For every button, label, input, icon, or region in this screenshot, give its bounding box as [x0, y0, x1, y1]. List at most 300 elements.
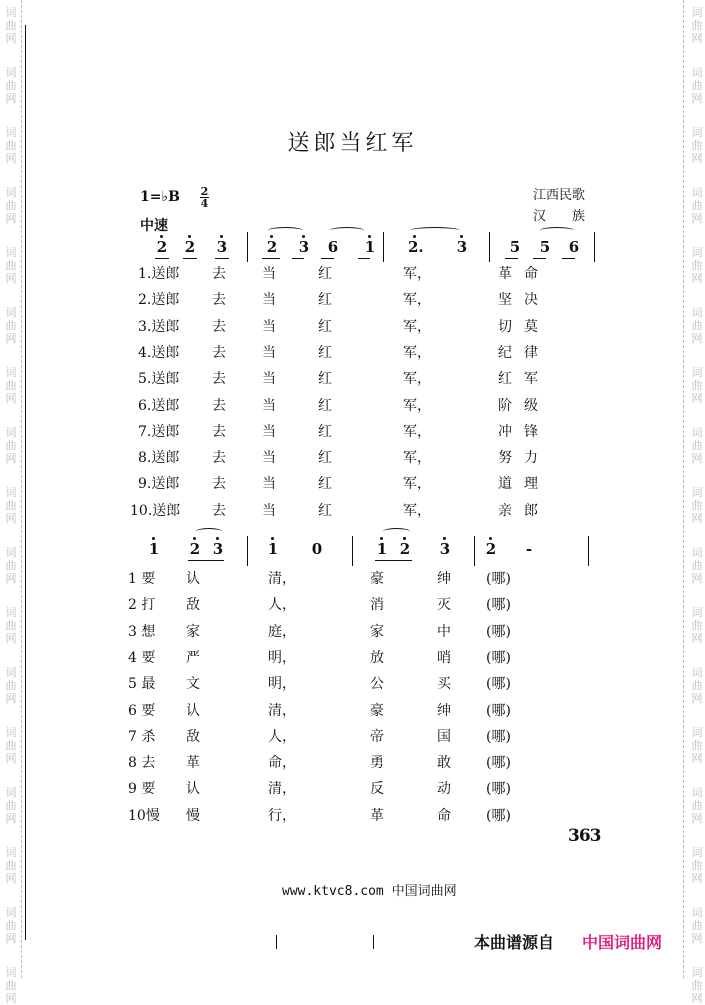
side-watermark-char: 网	[5, 32, 17, 45]
lyric-syllable: 去	[212, 318, 226, 335]
side-watermark-char: 词	[5, 906, 17, 919]
side-watermark-char: 曲	[691, 559, 703, 572]
side-watermark-char: 曲	[5, 799, 17, 812]
side-watermark-char: 网	[691, 332, 703, 345]
side-watermark-char: 网	[5, 572, 17, 585]
lyric-syllable: 7.送郎	[138, 423, 180, 440]
lyric-syllable: 切莫	[498, 318, 550, 335]
underline	[292, 258, 304, 259]
side-watermark-char: 网	[5, 752, 17, 765]
lyric-syllable: 军，	[403, 292, 431, 309]
lyric-syllable: 去	[212, 344, 226, 361]
bar-line	[383, 232, 384, 262]
note: 6	[327, 238, 339, 256]
lyric-syllable: 红	[318, 371, 332, 388]
lyric-syllable: 去	[212, 502, 226, 519]
bar-line	[247, 232, 248, 262]
bar-line	[247, 536, 248, 566]
side-watermark-char: 曲	[5, 199, 17, 212]
lyric-syllable: 当	[262, 344, 276, 361]
lyric-syllable: 冲锋	[498, 423, 550, 440]
lyric-syllable: 文	[186, 676, 200, 693]
bar-line	[594, 232, 595, 262]
side-watermark-text	[4, 546, 18, 585]
side-watermark-text	[4, 6, 18, 45]
side-watermark-text	[4, 846, 18, 885]
overlay-watermark	[282, 880, 457, 899]
side-watermark-char: 曲	[5, 559, 17, 572]
side-watermark-char: 词	[691, 906, 703, 919]
side-watermark-text	[4, 666, 18, 705]
note: 3	[439, 540, 451, 558]
lyric-syllable: 9.送郎	[138, 476, 180, 493]
lyric-syllable: 5.送郎	[138, 371, 180, 388]
side-watermark-text	[4, 66, 18, 105]
note: 1	[148, 540, 160, 558]
side-watermark-char: 网	[691, 392, 703, 405]
lyric-syllable: 军，	[403, 397, 431, 414]
lyric-syllable: 革	[370, 807, 384, 824]
side-watermark-text	[4, 726, 18, 765]
slur	[540, 227, 574, 234]
time-signature	[200, 186, 209, 209]
side-watermark-char: 词	[691, 186, 703, 199]
note: -	[525, 540, 533, 558]
side-watermark-char: 词	[691, 546, 703, 559]
lyric-syllable: 革命	[498, 266, 550, 282]
side-watermark-char: 网	[5, 152, 17, 165]
song-title: 送郎当红军	[287, 131, 418, 156]
lyric-syllable: 买	[437, 676, 451, 693]
side-watermark-char: 网	[5, 392, 17, 405]
lyric-syllable: 道理	[498, 476, 550, 493]
slur	[383, 528, 410, 535]
lyric-syllable: 军，	[403, 423, 431, 440]
side-watermark-char: 曲	[5, 679, 17, 692]
lyric-syllable: 命，	[268, 755, 296, 772]
lyric-syllable: 国	[437, 728, 451, 745]
side-watermark-char: 词	[691, 306, 703, 319]
side-watermark-char: 曲	[691, 199, 703, 212]
side-watermark-char: 网	[5, 272, 17, 285]
note: 3	[216, 238, 228, 256]
lyric-syllable: 9 要	[128, 781, 156, 798]
bar-line	[352, 536, 353, 566]
side-watermark-char: 网	[5, 812, 17, 825]
side-watermark-text	[690, 966, 704, 1005]
lyric-syllable: 亲郎	[498, 502, 550, 519]
side-watermark-char: 网	[691, 932, 703, 945]
lyric-syllable: 革	[186, 755, 200, 772]
side-watermark-char: 曲	[691, 439, 703, 452]
side-watermark-char: 网	[691, 272, 703, 285]
lyric-syllable: 1.送郎	[138, 266, 180, 282]
side-watermark-char: 词	[5, 186, 17, 199]
lyric-syllable: 灭	[437, 597, 451, 614]
lyric-syllable: 中	[437, 623, 451, 640]
bar-line	[474, 536, 475, 566]
underline	[183, 258, 197, 259]
lyric-syllable: 红	[318, 476, 332, 493]
high-octave-dot	[413, 235, 416, 238]
slur	[330, 227, 364, 234]
note: 5	[509, 238, 521, 256]
lyric-syllable: 认	[186, 781, 200, 798]
lyric-syllable: 军，	[403, 318, 431, 335]
lyric-syllable: 当	[262, 292, 276, 309]
lyric-syllable: 红	[318, 397, 332, 414]
side-watermark-char: 词	[691, 726, 703, 739]
lyric-syllable: 慢	[186, 807, 200, 824]
side-watermark-char: 曲	[691, 679, 703, 692]
lyric-syllable: 红	[318, 318, 332, 335]
tempo-marking: 中速	[140, 218, 168, 234]
side-watermark-text	[4, 786, 18, 825]
side-watermark-text	[4, 366, 18, 405]
high-octave-dot	[270, 235, 273, 238]
underline	[155, 258, 169, 259]
side-watermark-char: 词	[5, 846, 17, 859]
note: 3	[212, 540, 224, 558]
high-octave-dot	[368, 235, 371, 238]
lyric-syllable: 命	[437, 807, 451, 824]
side-watermark-text	[690, 786, 704, 825]
side-watermark-char: 网	[691, 872, 703, 885]
side-watermark-char: 曲	[691, 79, 703, 92]
side-watermark-char: 词	[5, 606, 17, 619]
note: 3	[456, 238, 468, 256]
lyric-syllable: 3 想	[128, 623, 156, 640]
lyric-syllable: 2 打	[128, 597, 156, 614]
lyric-syllable: 去	[212, 371, 226, 388]
lyric-syllable: 去	[212, 476, 226, 493]
origin-ethnicity: 汉 族	[533, 209, 586, 224]
side-watermark-char: 网	[5, 212, 17, 225]
side-watermark-char: 曲	[691, 319, 703, 332]
underline	[562, 258, 575, 259]
high-octave-dot	[160, 235, 163, 238]
lyric-syllable: 当	[262, 397, 276, 414]
side-watermark-char: 曲	[691, 259, 703, 272]
side-watermark-char: 曲	[691, 979, 703, 992]
side-watermark-char: 词	[5, 66, 17, 79]
lyric-syllable: 军，	[403, 502, 431, 519]
lyric-syllable: 认	[186, 702, 200, 719]
side-watermark-char: 词	[5, 366, 17, 379]
lyric-syllable: 军，	[403, 371, 431, 388]
lyric-syllable: 当	[262, 450, 276, 467]
side-watermark-char: 网	[691, 752, 703, 765]
lyric-syllable: (哪)	[486, 755, 511, 772]
underline	[358, 258, 370, 259]
bar-line	[588, 536, 589, 566]
lyric-syllable: (哪)	[486, 728, 511, 745]
side-watermark-char: 网	[691, 92, 703, 105]
lyric-syllable: 红	[318, 292, 332, 309]
lyric-syllable: 反	[370, 781, 384, 798]
side-watermark-text	[690, 246, 704, 285]
side-watermark-text	[690, 66, 704, 105]
underline	[321, 258, 334, 259]
side-watermark-text	[4, 966, 18, 1005]
high-octave-dot	[403, 537, 406, 540]
lyric-syllable: (哪)	[486, 623, 511, 640]
side-watermark-char: 曲	[5, 139, 17, 152]
note: 1	[267, 540, 279, 558]
note: 2	[189, 540, 201, 558]
side-watermark-text	[4, 306, 18, 345]
lyric-syllable: 哨	[437, 649, 451, 666]
time-top: 2	[200, 185, 209, 198]
side-watermark-text	[690, 366, 704, 405]
lyric-syllable: 2.送郎	[138, 292, 180, 309]
lyric-syllable: 8.送郎	[138, 450, 180, 467]
lyric-syllable: 4 要	[128, 649, 156, 666]
lyric-syllable: 当	[262, 423, 276, 440]
lyric-syllable: 当	[262, 502, 276, 519]
note: 5	[539, 238, 551, 256]
side-watermark-text	[690, 666, 704, 705]
lyric-syllable: 阶级	[498, 397, 550, 414]
lyric-syllable: 放	[370, 649, 384, 666]
lyric-syllable: 红	[318, 423, 332, 440]
side-watermark-char: 网	[691, 512, 703, 525]
lyric-syllable: 豪	[370, 702, 384, 719]
note: 1	[364, 238, 376, 256]
side-watermark-char: 曲	[5, 379, 17, 392]
lyric-syllable: 清，	[268, 702, 296, 719]
side-watermark-char: 曲	[5, 259, 17, 272]
lyric-syllable: 明，	[268, 676, 296, 693]
lyric-syllable: 行，	[268, 807, 296, 824]
side-watermark-text	[690, 846, 704, 885]
lyric-syllable: 敢	[437, 755, 451, 772]
lyric-syllable: (哪)	[486, 597, 511, 614]
side-watermark-text	[690, 606, 704, 645]
lyric-syllable: 当	[262, 266, 276, 282]
side-watermark-char: 网	[5, 632, 17, 645]
side-watermark-char: 网	[5, 452, 17, 465]
note: 2	[399, 540, 411, 558]
lyric-syllable: 庭，	[268, 623, 296, 640]
lyric-syllable: 清，	[268, 781, 296, 798]
side-watermark-text	[690, 426, 704, 465]
side-watermark-char: 网	[691, 632, 703, 645]
side-watermark-char: 曲	[5, 859, 17, 872]
underline	[533, 258, 546, 259]
lyric-syllable: 敌	[186, 728, 200, 745]
lyric-syllable: 军，	[403, 476, 431, 493]
high-octave-dot	[152, 537, 155, 540]
side-watermark-char: 网	[5, 512, 17, 525]
side-watermark-text	[4, 606, 18, 645]
lyric-syllable: 努力	[498, 450, 550, 467]
note: 2	[485, 540, 497, 558]
side-watermark-char: 词	[5, 6, 17, 19]
lyric-syllable: 军，	[403, 450, 431, 467]
side-watermark-char: 词	[5, 426, 17, 439]
lyric-syllable: 军，	[403, 344, 431, 361]
side-watermark-char: 词	[691, 606, 703, 619]
side-watermark-char: 曲	[5, 979, 17, 992]
lyric-syllable: 公	[370, 676, 384, 693]
side-watermark-char: 曲	[5, 19, 17, 32]
lyric-syllable: 消	[370, 597, 384, 614]
side-watermark-text	[690, 726, 704, 765]
note: 2	[156, 238, 168, 256]
site-link[interactable]: 中国词曲网	[582, 933, 663, 952]
side-watermark-char: 网	[5, 692, 17, 705]
lyric-syllable: 去	[212, 266, 226, 282]
note: 0	[311, 540, 323, 558]
lyric-syllable: 清，	[268, 571, 296, 587]
side-watermark-char: 曲	[691, 619, 703, 632]
side-watermark-char: 词	[691, 966, 703, 979]
side-watermark-text	[4, 906, 18, 945]
side-watermark-char: 词	[691, 246, 703, 259]
high-octave-dot	[188, 235, 191, 238]
high-octave-dot	[216, 537, 219, 540]
side-watermark-char: 词	[691, 6, 703, 19]
lyric-syllable: (哪)	[486, 781, 511, 798]
side-watermark-text	[4, 486, 18, 525]
lyric-syllable: 6 要	[128, 702, 156, 719]
side-watermark-char: 网	[5, 332, 17, 345]
underline	[188, 560, 224, 561]
side-watermark-char: 词	[691, 786, 703, 799]
lyric-syllable: (哪)	[486, 807, 511, 824]
side-watermark-text	[690, 186, 704, 225]
high-octave-dot	[302, 235, 305, 238]
lyric-syllable: 8 去	[128, 755, 156, 772]
lyric-syllable: 敌	[186, 597, 200, 614]
side-watermark-text	[690, 6, 704, 45]
side-watermark-char: 曲	[5, 319, 17, 332]
lyric-syllable: 人，	[268, 728, 296, 745]
lyric-syllable: 1 要	[128, 571, 156, 587]
side-watermark-char: 词	[691, 426, 703, 439]
lyric-syllable: 10.送郎	[130, 502, 181, 519]
side-watermark-char: 曲	[691, 139, 703, 152]
side-watermark-char: 曲	[5, 439, 17, 452]
side-watermark-char: 曲	[691, 919, 703, 932]
lyric-syllable: 红	[318, 344, 332, 361]
lyric-syllable: 军，	[403, 266, 431, 282]
lyric-syllable: 家	[186, 623, 200, 640]
underline	[505, 258, 518, 259]
watermark-url: www.ktvc8.com	[282, 884, 384, 899]
side-watermark-char: 网	[5, 932, 17, 945]
lyric-syllable: 家	[370, 623, 384, 640]
lyric-syllable: 7 杀	[128, 728, 156, 745]
note: 2	[184, 238, 196, 256]
high-octave-dot	[460, 235, 463, 238]
lyric-syllable: 帝	[370, 728, 384, 745]
page-edge	[25, 25, 26, 940]
side-watermark-char: 曲	[691, 499, 703, 512]
side-watermark-char: 曲	[691, 799, 703, 812]
lyric-syllable: 6.送郎	[138, 397, 180, 414]
side-watermark-char: 网	[691, 212, 703, 225]
lyric-syllable: 红	[318, 450, 332, 467]
bar-line	[489, 232, 490, 262]
side-watermark-char: 词	[691, 486, 703, 499]
origin-region: 江西民歌	[533, 188, 586, 203]
side-watermark-text	[690, 306, 704, 345]
high-octave-dot	[271, 537, 274, 540]
lyric-syllable: 4.送郎	[138, 344, 180, 361]
side-watermark-char: 曲	[5, 619, 17, 632]
lyric-syllable: 当	[262, 371, 276, 388]
side-watermark-char: 曲	[5, 499, 17, 512]
side-watermark-char: 网	[691, 452, 703, 465]
slur	[196, 528, 222, 535]
lyric-syllable: 明，	[268, 649, 296, 666]
high-octave-dot	[220, 235, 223, 238]
side-watermark-char: 网	[691, 812, 703, 825]
side-watermark-char: 网	[5, 992, 17, 1005]
side-watermark-char: 词	[691, 66, 703, 79]
lyric-syllable: 勇	[370, 755, 384, 772]
tick-mark	[276, 935, 277, 949]
side-watermark-char: 词	[5, 306, 17, 319]
lyric-syllable: (哪)	[486, 702, 511, 719]
underline	[375, 560, 412, 561]
watermark-name: 中国词曲网	[391, 884, 457, 899]
lyric-syllable: 去	[212, 397, 226, 414]
lyric-syllable: 认	[186, 571, 200, 587]
note: 2	[266, 238, 278, 256]
high-octave-dot	[380, 537, 383, 540]
side-watermark-char: 词	[5, 486, 17, 499]
lyric-syllable: 红军	[498, 371, 550, 388]
side-watermark-char: 网	[5, 92, 17, 105]
side-watermark-char: 曲	[5, 739, 17, 752]
side-watermark-char: 网	[691, 692, 703, 705]
side-watermark-text	[690, 486, 704, 525]
side-watermark-char: 词	[5, 126, 17, 139]
lyric-syllable: 豪	[370, 571, 384, 587]
lyric-syllable: 绅	[437, 571, 451, 587]
side-watermark-char: 曲	[691, 859, 703, 872]
lyric-syllable: 红	[318, 266, 332, 282]
lyric-syllable: (哪)	[486, 571, 511, 587]
lyric-syllable: 绅	[437, 702, 451, 719]
side-watermark-char: 词	[5, 726, 17, 739]
source-label: 本曲谱源自	[474, 933, 555, 952]
lyric-syllable: 严	[186, 649, 200, 666]
lyric-syllable: 5 最	[128, 676, 156, 693]
lyric-syllable: (哪)	[486, 649, 511, 666]
lyric-syllable: 去	[212, 450, 226, 467]
side-watermark-char: 词	[5, 666, 17, 679]
high-octave-dot	[443, 537, 446, 540]
side-watermark-text	[4, 186, 18, 225]
time-bottom: 4	[200, 197, 209, 210]
side-watermark-char: 网	[691, 152, 703, 165]
side-watermark-text	[4, 426, 18, 465]
side-watermark-char: 词	[691, 666, 703, 679]
side-watermark-char: 曲	[691, 19, 703, 32]
lyric-syllable: 10慢	[128, 807, 160, 824]
underline	[215, 258, 229, 259]
lyric-syllable: 3.送郎	[138, 318, 180, 335]
page-number: 363	[568, 826, 601, 846]
key-signature: 1=♭B	[140, 189, 180, 205]
side-watermark-char: 词	[5, 786, 17, 799]
side-watermark-text	[690, 906, 704, 945]
lyric-syllable: 当	[262, 476, 276, 493]
